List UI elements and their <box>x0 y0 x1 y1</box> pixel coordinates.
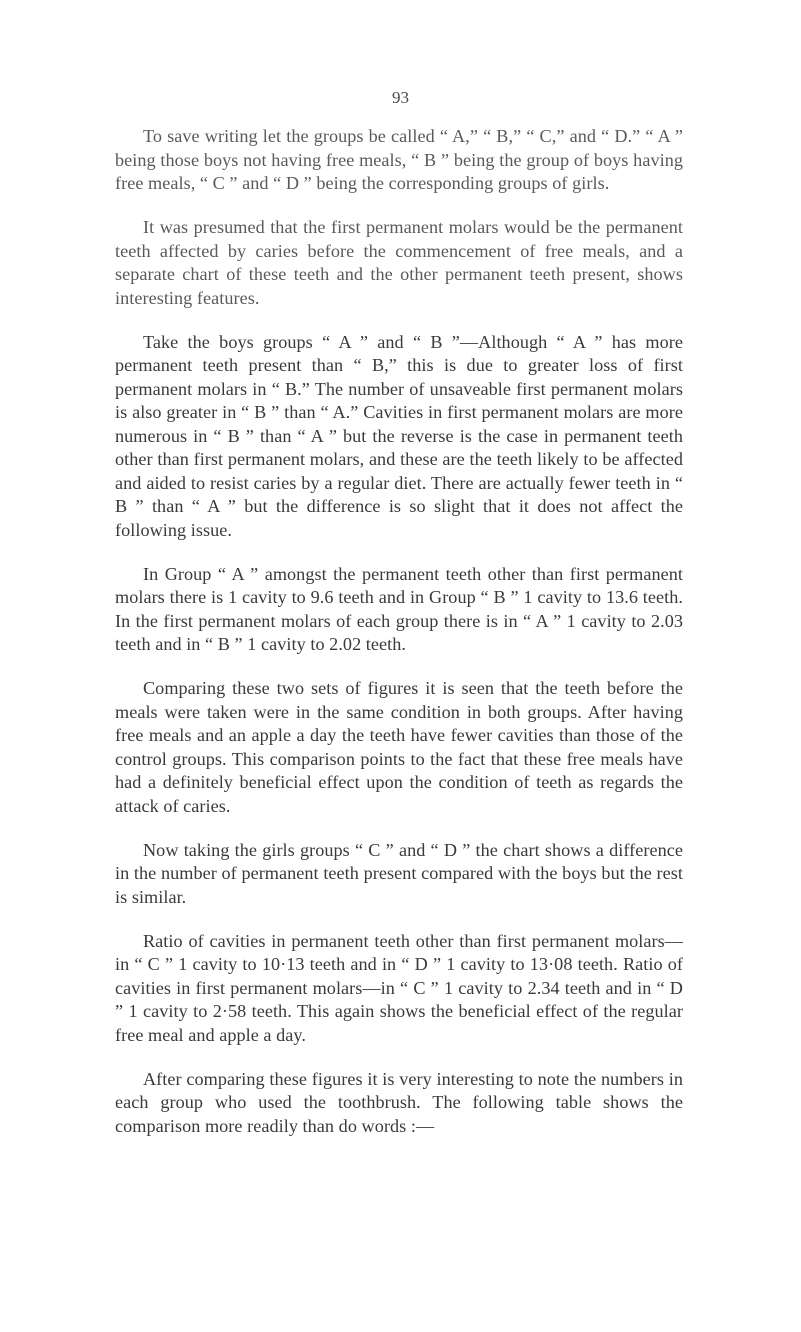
paragraph-boys-groups-comparison: Take the boys groups “ A ” and “ B ”—Although “ A ” has more permanent teeth present than “ B,” this is due to greater loss of first permanent molars in “ B.” The number of unsaveable first permanent molars is also greater in “ B ” than “ A.” Cavities in first permanent molars are more numerous in “ B ” than “ A ” but the reverse is the case in permanent teeth other than first permanent molars, and these are the teeth likely to be affected and aided to resist caries by a regular diet. There are actually fewer teeth in “ B ” than “ A ” but the difference is so slight that it does not affect the following issue. <box>115 331 683 540</box>
paragraph-comparison-conclusion: Comparing these two sets of figures it is seen that the teeth before the meals were taken were in the same condition in both groups. After having free meals and an apple a day the teeth have fewer cavities than those of the control groups. This comparison points to the fact that these free meals have had a definitely beneficial effect upon the condition of teeth as regards the attack of caries. <box>115 678 683 816</box>
body-text <box>115 125 683 1159</box>
paragraph-group-cavity-ratios: In Group “ A ” amongst the permanent teeth other than first permanent molars there is 1 cavity to 9.6 teeth and in Group “ B ” 1 cavity to 13.6 teeth. In the first permanent molars of each group there is in “ A ” 1 cavity to 2.03 teeth and in “ B ” 1 cavity to 2.02 teeth. <box>115 563 683 654</box>
paragraph-girls-cavity-ratios: Ratio of cavities in permanent teeth other than first permanent molars—in “ C ” 1 cavity to 10·13 teeth and in “ D ” 1 cavity to 13·08 teeth. Ratio of cavities in first permanent molars—in “ C ” 1 cavity to 2.34 teeth and in “ D ” 1 cavity to 2·58 teeth. This again shows the beneficial effect of the regular free meal and apple a day. <box>115 930 683 1045</box>
paragraph-first-molars-presumption: It was presumed that the first permanent molars would be the permanent teeth affected by caries before the commencement of free meals, and a separate chart of these teeth and the other permanent teeth present, shows interesting features. <box>115 217 683 308</box>
page-number: 93 <box>392 88 409 107</box>
paragraph-toothbrush-intro: After comparing these figures it is very interesting to note the numbers in each group who used the toothbrush. The following table shows the comparison more readily than do words :— <box>115 1068 683 1136</box>
paragraph-girls-groups: Now taking the girls groups “ C ” and “ D ” the chart shows a difference in the number of permanent teeth present compared with the boys but the rest is similar. <box>115 839 683 907</box>
paragraph-group-definitions: To save writing let the groups be called “ A,” “ B,” “ C,” and “ D.” “ A ” being those boys not having free meals, “ B ” being the group of boys having free meals, “ C ” and “ D ” being the corresponding groups of girls. <box>115 126 683 193</box>
